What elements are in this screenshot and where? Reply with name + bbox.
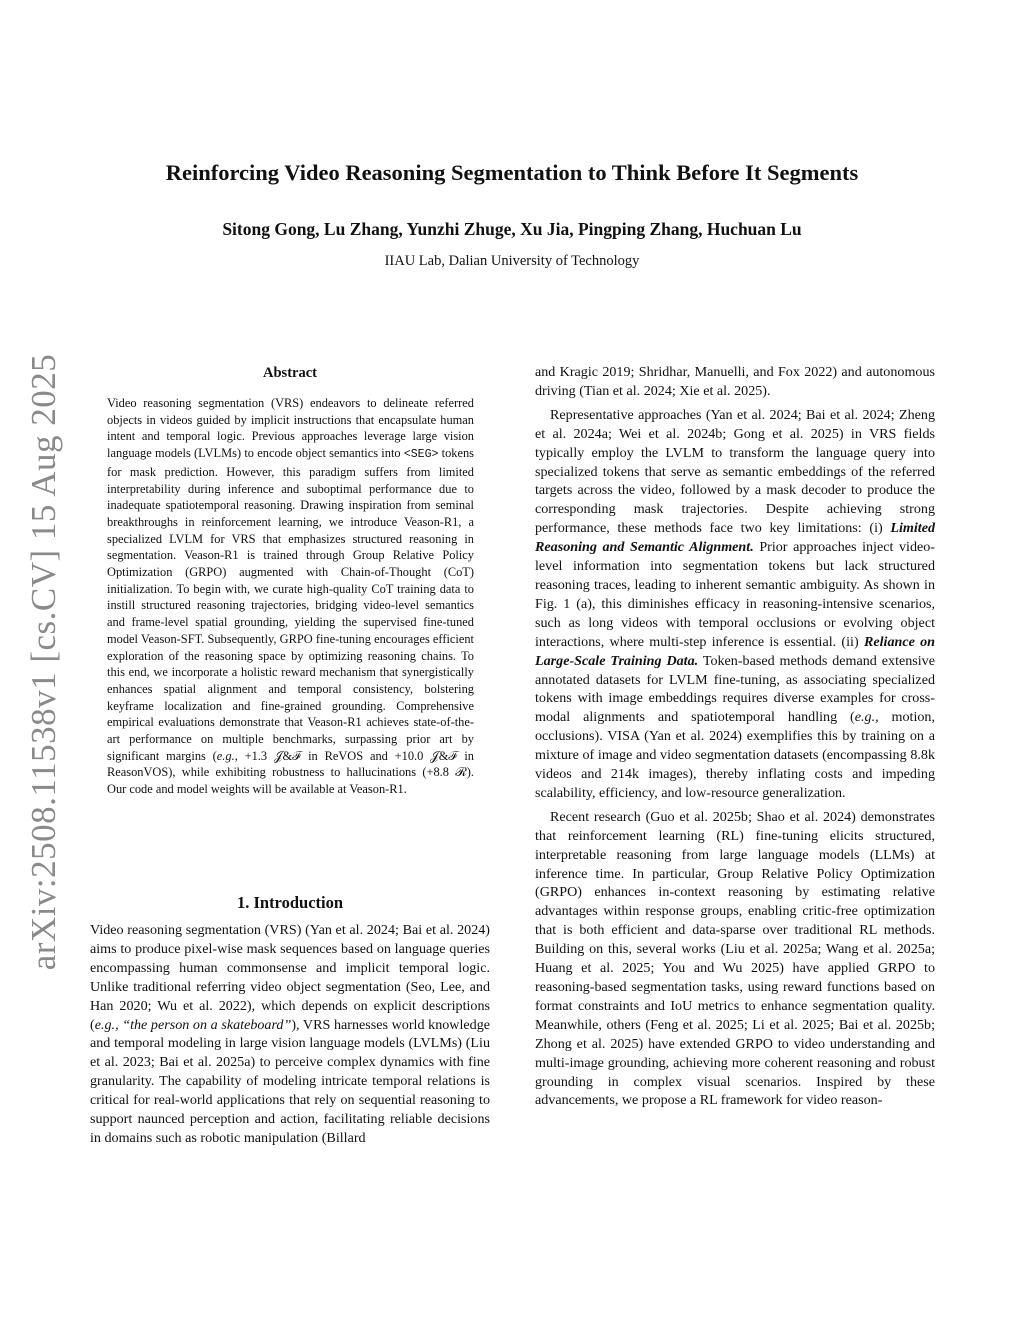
right-column bbox=[535, 363, 935, 1110]
intro-text-2: ), VRS harnesses world knowledge and temporal modeling in large vision language models (LVLMs) (Liu et al. 2023; Bai et al. 2025a) to perceive complex dynamics with fine granularity. The capability of modeling intricate temporal relations is critical for real-world applications that rely on sequential reasoning to support naunced perception and action, facilitating reliable decisions in domains such as robotic manipulation (Billard bbox=[90, 1016, 490, 1146]
intro-eg: e.g. bbox=[94, 1016, 116, 1033]
affiliation: IIAU Lab, Dalian University of Technology bbox=[384, 253, 640, 269]
right-p2-text-1: Representative approaches (Yan et al. 2024; Bai et al. 2024; Zheng et al. 2024a; Wei et al. 2024b; Gong et al. 2025) in VRS fields typically employ the LVLM to transform the language query into specialized tokens that serve as semantic embeddings of the referred targets across the video, followed by a mask decoder to produce the corresponding mask trajectories. Despite achieving strong performance, these methods face two key limitations: (i) bbox=[535, 406, 935, 537]
section-heading-introduction: 1. Introduction bbox=[236, 893, 344, 912]
intro-paragraph bbox=[90, 921, 490, 1148]
right-paragraph-1: and Kragic 2019; Shridhar, Manuelli, and Fox 2022) and autonomous driving (Tian et al. 2024; Xie et al. 2025). bbox=[535, 364, 935, 399]
right-p2-text-2: Prior approaches inject video-level information into segmentation tokens but lack structured reasoning traces, leading to inherent semantic ambiguity. As shown in Fig. 1 (a), this diminishes efficacy in reasoning-intensive scenarios, such as long videos with temporal occlusions or evolving object interactions, where multi-step inference is essential. (ii) bbox=[535, 539, 935, 650]
abstract-eg: e.g. bbox=[216, 748, 235, 763]
intro-quote: , “the person on a skateboard” bbox=[115, 1016, 292, 1033]
abstract-body bbox=[107, 395, 474, 798]
right-paragraph-3: Recent research (Guo et al. 2025b; Shao et al. 2024) demonstrates that reinforcement learning (RL) fine-tuning elicits structured, interpretable reasoning from large language models (LLMs) at inference time. In particular, Group Relative Policy Optimization (GRPO) enhances in-context reasoning by estimating relative advantages within response groups, enabling critic-free optimization that is both efficient and data-sparse over traditional RL methods. Building on this, several works (Liu et al. 2025a; Wang et al. 2025a; Huang et al. 2025; You and Wu 2025) have applied GRPO to reasoning-based segmentation tasks, using reward functions based on format constraints and IoU metrics to enhance segmentation quality. Meanwhile, others (Feng et al. 2025; Li et al. 2025; Bai et al. 2025b; Zhong et al. 2025) have extended GRPO to video understanding and multi-image grounding, achieving more coherent reasoning and robust grounding in complex visual scenarios. Inspired by these advancements, we propose a RL framework for video reason- bbox=[535, 808, 935, 1109]
introduction-left-column bbox=[90, 921, 490, 1148]
limitation-2-heading: Reliance on Large-Scale Training Data. bbox=[535, 633, 936, 669]
right-p2-text-3: Token-based methods demand extensive annotated datasets for LVLM fine-tuning, as associating specialized tokens with image embeddings requires diverse examples for cross-modal alignments and spatiotemporal handling ( bbox=[535, 652, 935, 726]
abstract-text-2: tokens for mask prediction. However, this paradigm suffers from limited interpretability during inference and suboptimal performance due to inadequate spatiotemporal reasoning. Drawing inspiration from seminal breakthroughs in reinforcement learning, we introduce Veason-R1, a specialized LVLM for VRS that emphasizes structured reasoning in segmentation. Veason-R1 is trained through Group Relative Policy Optimization (GRPO) augmented with Chain-of-Thought (CoT) initialization. To begin with, we curate high-quality CoT training data to instill structured reasoning trajectories, bridging video-level semantics and frame-level spatial grounding, yielding the supervised fine-tuned model Veason-SFT. Subsequently, GRPO fine-tuning encourages efficient exploration of the reasoning space by optimizing reasoning chains. To this end, we incorporate a holistic reward mechanism that synergistically enhances spatial alignment and temporal consistency, bolstering keyframe localization and fine-grained grounding. Comprehensive empirical evaluations demonstrate that Veason-R1 achieves state-of-the-art performance on multiple benchmarks, surpassing prior art by significant margins ( bbox=[107, 446, 474, 763]
seg-token: <SEG> bbox=[403, 448, 439, 462]
abstract-heading: Abstract bbox=[263, 365, 317, 381]
right-p2-text-4: , motion, occlusions). VISA (Yan et al. 2024) exemplifies this by training on a mixture of image and video segmentation datasets (encompassing 8.8k videos and 214k images), thereby inflating costs and impeding scalability, efficiency, and low-resource generalization. bbox=[535, 709, 935, 801]
abstract-text-1: Video reasoning segmentation (VRS) endeavors to delineate referred objects in videos guided by implicit instructions that encapsulate human intent and temporal logic. Previous approaches leverage large vision language models (LVLMs) to encode object semantics into bbox=[107, 396, 474, 461]
arxiv-identifier: arXiv:2508.11538v1 [cs.CV] 15 Aug 2025 bbox=[24, 353, 63, 971]
limitation-1-heading: Limited Reasoning and Semantic Alignment. bbox=[535, 520, 935, 556]
right-paragraph-2 bbox=[535, 406, 935, 803]
intro-text-1: Video reasoning segmentation (VRS) (Yan et al. 2024; Bai et al. 2024) aims to produce pixel-wise mask sequences based on language queries encompassing human commonsense and implicit temporal logic. Unlike traditional referring video object segmentation (Seo, Lee, and Han 2020; Wu et al. 2022), which depends on explicit descriptions ( bbox=[90, 922, 490, 1033]
author-list: Sitong Gong, Lu Zhang, Yunzhi Zhuge, Xu Jia, Pingping Zhang, Huchuan Lu bbox=[222, 219, 802, 239]
paper-title: Reinforcing Video Reasoning Segmentation to Think Before It Segments bbox=[165, 160, 859, 185]
right-p2-eg: e.g. bbox=[854, 709, 876, 726]
abstract-text-3: , +1.3 𝒥&ℱ in ReVOS and +10.0 𝒥&ℱ in ReasonVOS), while exhibiting robustness to hallucinations (+8.8 ℛ). Our code and model weights will be available at Veason-R1. bbox=[107, 748, 474, 797]
